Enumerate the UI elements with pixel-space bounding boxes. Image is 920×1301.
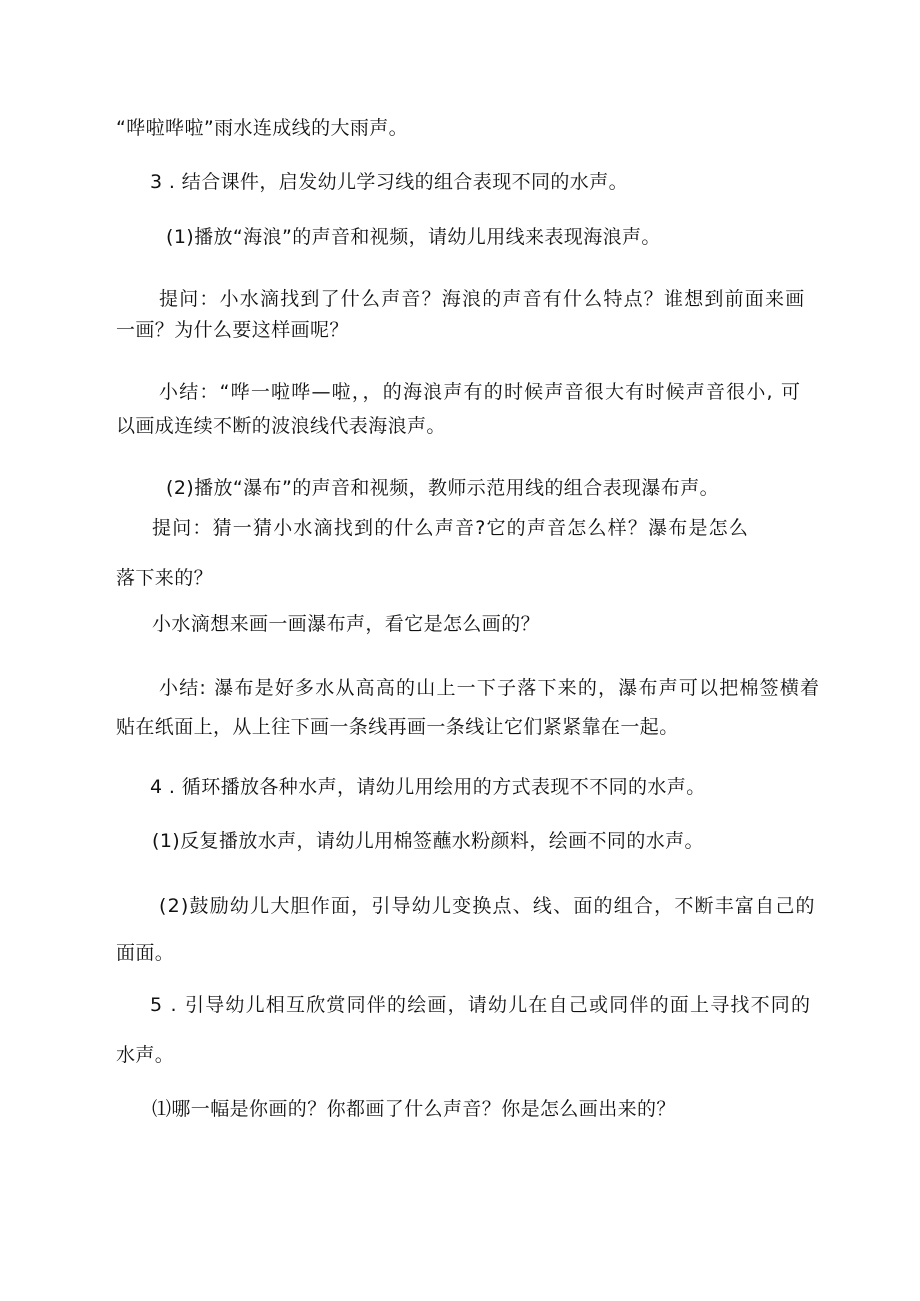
step-5-item-1: ⑴哪一幅是你画的？你都画了什么声音？你是怎么画出来的？	[152, 1098, 676, 1120]
summary-line-3: 小结: 瀑布是好多水从高高的山上一下子落下来的，瀑布声可以把棉签横着	[159, 677, 821, 699]
step-4-item-1: (1)反复播放水声，请幼儿用棉签蘸水粉颜料，绘画不同的水声。	[152, 830, 704, 852]
summary-line-2: 以画成连续不断的波浪线代表海浪声。	[116, 415, 446, 437]
step-3-item-2: (2)播放“瀑布”的声音和视频，教师示范用线的组合表现瀑布声。	[166, 477, 720, 499]
step-5-heading-cont: 水声。	[116, 1044, 175, 1066]
summary-line-4: 贴在纸面上，从上往下画一条线再画一条线让它们紧紧靠在一起。	[116, 716, 679, 738]
step-4-heading: 4 . 循环播放各种水声，请幼儿用绘用的方式表现不不同的水声。	[150, 776, 706, 798]
step-4-item-2: (2)鼓励幼儿大胆作面，引导幼儿变换点、线、面的组合，不断丰富自己的	[159, 895, 816, 917]
question-line-3: 提问：猜一猜小水滴找到的什么声音?它的声音怎么样？瀑布是怎么	[152, 517, 750, 539]
step-5-heading: 5 . 引导幼儿相互欣赏同伴的绘画，请幼儿在自己或同伴的面上寻找不同的	[150, 994, 812, 1016]
question-line-1: 提问：小水滴找到了什么声音？海浪的声音有什么特点？谁想到前面来画	[159, 288, 806, 310]
step-3-item-1: (1)播放“海浪”的声音和视频，请幼儿用线来表现海浪声。	[166, 226, 661, 248]
step-3-heading: 3 . 结合课件，启发幼儿学习线的组合表现不同的水声。	[150, 171, 629, 193]
instruction-line: 小水滴想来画一画瀑布声，看它是怎么画的？	[152, 613, 541, 635]
question-line-4: 落下来的？	[116, 567, 214, 589]
question-line-2: 一画？为什么要这样画呢？	[116, 319, 349, 341]
text-line-1: “哗啦哗啦”雨水连成线的大雨声。	[116, 117, 409, 139]
summary-line-1: 小结：“哗一啦哗—啦，，的海浪声有的时候声音很大有时候声音很小, 可	[159, 381, 802, 403]
step-4-item-2-cont: 面面。	[116, 942, 175, 964]
